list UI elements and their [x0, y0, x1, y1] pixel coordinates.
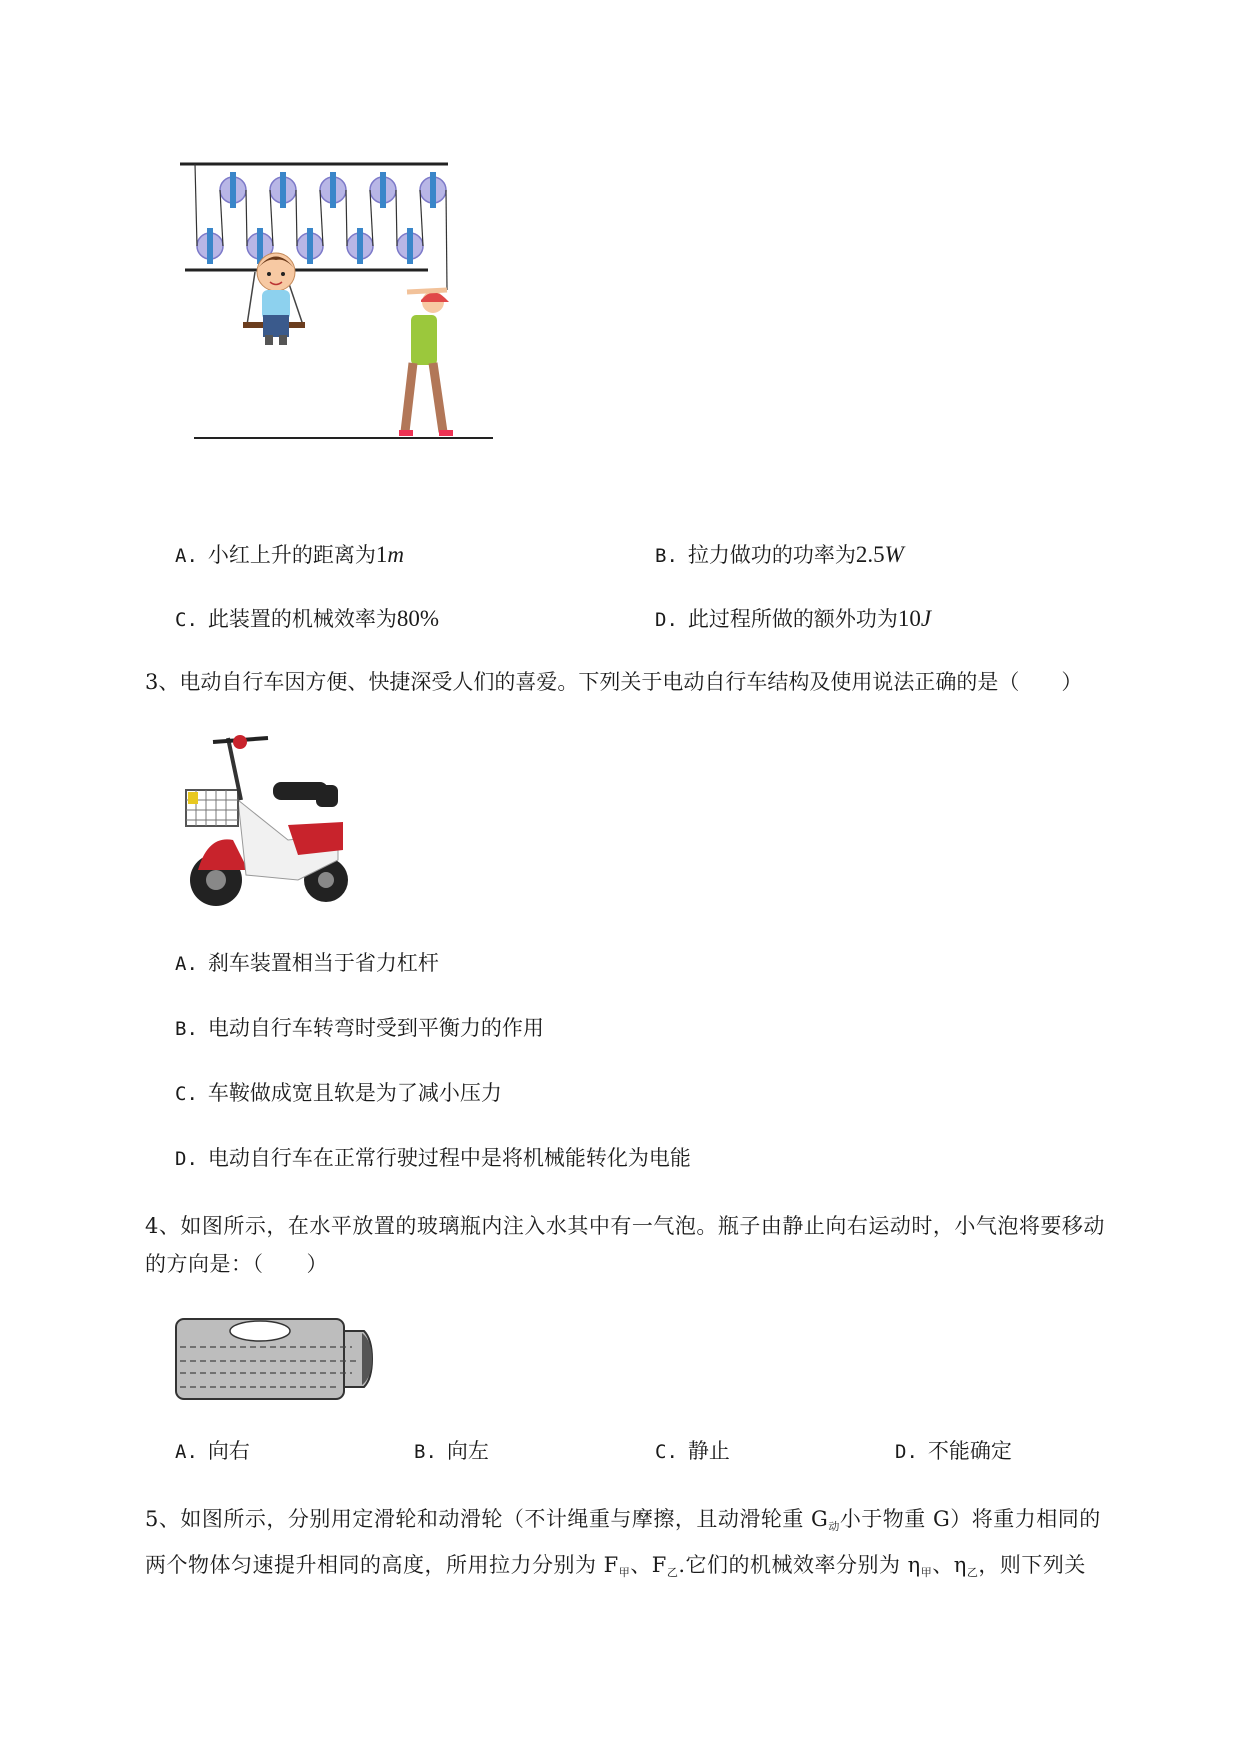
q4-option-d[interactable] — [895, 1437, 1012, 1466]
q4-option-c[interactable] — [655, 1437, 730, 1466]
q4-stem-line1: 4、如图所示，在水平放置的玻璃瓶内注入水其中有一气泡。瓶子由静止向右运动时，小气泡将要移动 — [145, 1214, 1105, 1238]
q4-option-c-label: C. — [655, 1441, 678, 1463]
q3-option-a[interactable] — [175, 949, 439, 978]
q4-option-d-text: 不能确定 — [927, 1439, 1012, 1463]
q2-option-b-num: 2.5 — [855, 542, 885, 567]
q4-option-a[interactable] — [175, 1437, 250, 1466]
q3-option-d-label: D. — [175, 1148, 198, 1170]
electric-bike-figure — [178, 730, 363, 915]
q3-option-b-text: 电动自行车转弯时受到平衡力的作用 — [207, 1016, 544, 1040]
q4-stem-line2: 的方向是：（ ） — [145, 1252, 328, 1276]
q2-option-a-text: 小红上升的距离为 — [207, 543, 376, 567]
q5-line1-part-a: 5、如图所示，分别用定滑轮和动滑轮（不计绳重与摩擦，且动滑轮重 G — [145, 1507, 829, 1531]
q5-line2-part-a: 两个物体匀速提升相同的高度，所用拉力分别为 F — [145, 1553, 619, 1577]
q5-line2-sub4: 乙 — [966, 1566, 979, 1579]
q5-line1-sub: 动 — [828, 1520, 840, 1533]
q3-stem: 3、电动自行车因方便、快捷深受人们的喜爱。下列关于电动自行车结构及使用说法正确的是（ ） — [145, 670, 1083, 694]
q3-option-d[interactable] — [175, 1144, 691, 1173]
q5-line2-part-e: ，则下列关 — [978, 1553, 1086, 1577]
q5-line2-part-c: .它们的机械效率分别为 η — [678, 1553, 921, 1577]
q2-option-b-label: B. — [655, 545, 678, 567]
q5-line2-part-d: 、η — [932, 1553, 967, 1577]
q5-line1-part-b: 小于物重 G）将重力相同的 — [839, 1507, 1101, 1531]
glass-bottle-figure — [172, 1311, 377, 1406]
q5-stem — [145, 1500, 1145, 1592]
q3-option-c-text: 车鞍做成宽且软是为了减小压力 — [207, 1081, 502, 1105]
q3-option-b[interactable] — [175, 1014, 544, 1043]
q5-line2-sub3: 甲 — [920, 1566, 933, 1579]
q2-option-a[interactable] — [175, 541, 404, 570]
q3-option-d-text: 电动自行车在正常行驶过程中是将机械能转化为电能 — [207, 1146, 691, 1170]
q2-option-c[interactable] — [175, 605, 439, 634]
q5-stem-line2 — [145, 1546, 1145, 1592]
q4-option-b-text: 向左 — [446, 1439, 489, 1463]
q2-option-b-unit: W — [884, 542, 904, 567]
q2-option-d-text: 此过程所做的额外功为 — [687, 607, 898, 631]
q2-option-c-text: 此装置的机械效率为 — [207, 607, 397, 631]
q4-option-c-text: 静止 — [687, 1439, 730, 1463]
q2-option-a-label: A. — [175, 545, 198, 567]
q5-line2-part-b: 、F — [630, 1553, 667, 1577]
q2-option-c-num: 80% — [396, 606, 440, 631]
q2-option-d[interactable] — [655, 605, 931, 634]
q4-option-d-label: D. — [895, 1441, 918, 1463]
q2-option-d-unit: J — [920, 606, 932, 631]
q2-option-d-num: 10 — [897, 606, 921, 631]
q4-option-b-label: B. — [414, 1441, 437, 1463]
q4-option-a-text: 向右 — [207, 1439, 250, 1463]
q5-line2-sub2: 乙 — [666, 1566, 679, 1579]
q3-option-c[interactable] — [175, 1079, 502, 1108]
q4-option-b[interactable] — [414, 1437, 489, 1466]
q2-option-d-label: D. — [655, 609, 678, 631]
q3-option-a-text: 刹车装置相当于省力杠杆 — [207, 951, 439, 975]
q2-option-a-unit: m — [387, 542, 405, 567]
q4-stem — [145, 1207, 1145, 1283]
q4-option-a-label: A. — [175, 1441, 198, 1463]
pulley-swing-figure — [175, 150, 555, 495]
q5-stem-line1 — [145, 1500, 1145, 1546]
q3-option-a-label: A. — [175, 953, 198, 975]
q2-option-a-num: 1 — [375, 542, 388, 567]
q2-option-b[interactable] — [655, 541, 904, 570]
q2-option-c-label: C. — [175, 609, 198, 631]
q3-option-b-label: B. — [175, 1018, 198, 1040]
q5-line2-sub1: 甲 — [618, 1566, 631, 1579]
q3-option-c-label: C. — [175, 1083, 198, 1105]
q2-option-b-text: 拉力做功的功率为 — [687, 543, 856, 567]
